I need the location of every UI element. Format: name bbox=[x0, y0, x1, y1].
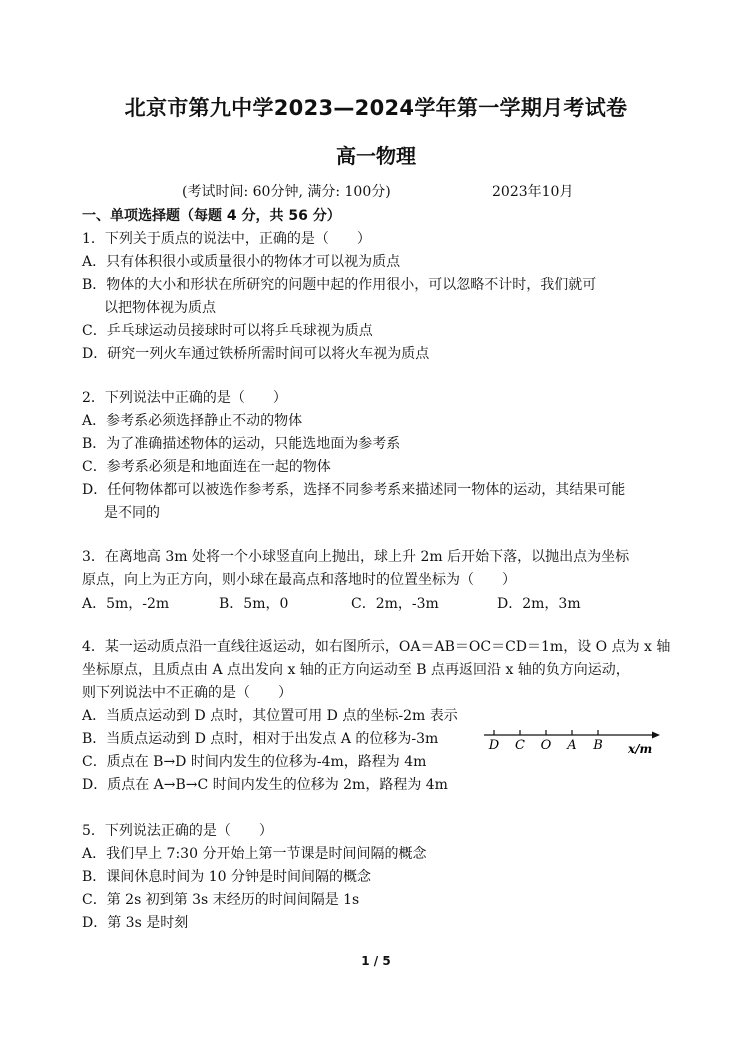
q3-stem-cont: 原点，向上为正方向，则小球在最高点和落地时的位置坐标为（ ） bbox=[82, 572, 516, 588]
axis-point-label-d: D bbox=[488, 738, 500, 753]
q2-option-c: C．参考系必须是和地面连在一起的物体 bbox=[82, 459, 331, 475]
section-heading: 一、单项选择题（每题 4 分，共 56 分） bbox=[82, 208, 341, 224]
q1-option-d: D．研究一列火车通过铁桥所需时间可以将火车视为质点 bbox=[82, 346, 430, 362]
q3-option-c: C．2m，-3m bbox=[351, 596, 439, 612]
q2-option-d: D．任何物体都可以被选作参考系，选择不同参考系来描述同一物体的运动，其结果可能 bbox=[82, 482, 626, 498]
q4-option-d: D．质点在 A→B→C 时间内发生的位移为 2m，路程为 4m bbox=[82, 777, 448, 793]
page-number: 1 / 5 bbox=[361, 954, 391, 968]
q1-option-b-cont: 以把物体视为质点 bbox=[104, 300, 216, 316]
q4-option-a: A．当质点运动到 D 点时，其位置可用 D 点的坐标-2m 表示 bbox=[82, 708, 458, 724]
q5-option-b: B．课间休息时间为 10 分钟是时间间隔的概念 bbox=[82, 869, 372, 885]
q4-option-c: C．质点在 B→D 时间内发生的位移为-4m，路程为 4m bbox=[82, 754, 427, 770]
exam-subject: 高一物理 bbox=[336, 144, 416, 168]
number-line-figure bbox=[480, 728, 660, 756]
q3-stem: 3．在离地高 3m 处将一个小球竖直向上抛出，球上升 2m 后开始下落，以抛出点为坐标 bbox=[82, 549, 630, 565]
number-line-svg bbox=[480, 728, 660, 756]
q3-option-b: B．5m，0 bbox=[219, 596, 289, 612]
q4-stem: 4．某一运动质点沿一直线往返运动，如右图所示，OA＝AB＝OC＝CD＝1m，设 O 点为 x 轴 bbox=[82, 639, 671, 655]
q2-option-b: B．为了准确描述物体的运动，只能选地面为参考系 bbox=[82, 436, 401, 452]
q4-stem-cont1: 坐标原点，且质点由 A 点出发向 x 轴的正方向运动至 B 点再返回沿 x 轴的负方向运动， bbox=[82, 662, 630, 678]
axis-arrow bbox=[652, 732, 660, 739]
axis-point-label-o: O bbox=[540, 738, 552, 753]
q3-option-a: A．5m，-2m bbox=[82, 596, 170, 612]
exam-date: 2023年10月 bbox=[492, 184, 574, 200]
axis-unit-label: x/m bbox=[628, 742, 653, 756]
q2-option-d-cont: 是不同的 bbox=[104, 505, 160, 521]
exam-time-score: (考试时间: 60分钟, 满分: 100分) bbox=[182, 184, 391, 200]
q1-option-b: B．物体的大小和形状在所研究的问题中起的作用很小，可以忽略不计时，我们就可 bbox=[82, 277, 597, 293]
q3-option-d: D．2m，3m bbox=[497, 596, 581, 612]
q4-option-b: B．当质点运动到 D 点时，相对于出发点 A 的位移为-3m bbox=[82, 731, 439, 747]
q5-option-a: A．我们早上 7:30 分开始上第一节课是时间间隔的概念 bbox=[82, 846, 427, 862]
q5-option-c: C．第 2s 初到第 3s 末经历的时间间隔是 1s bbox=[82, 892, 360, 908]
q2-stem: 2．下列说法中正确的是（ ） bbox=[82, 390, 287, 406]
q1-option-c: C．乒乓球运动员接球时可以将乒乓球视为质点 bbox=[82, 323, 373, 339]
axis-point-label-a: A bbox=[567, 738, 577, 753]
q5-option-d: D．第 3s 是时刻 bbox=[82, 915, 189, 931]
axis-ticks bbox=[494, 730, 598, 735]
exam-title: 北京市第九中学2023—2024学年第一学期月考试卷 bbox=[124, 96, 628, 120]
axis-point-label-c: C bbox=[515, 738, 525, 753]
q4-stem-cont2: 则下列说法中不正确的是（ ） bbox=[82, 685, 292, 701]
q2-option-a: A．参考系必须选择静止不动的物体 bbox=[82, 413, 303, 429]
q1-option-a: A．只有体积很小或质量很小的物体才可以视为质点 bbox=[82, 254, 401, 270]
axis-point-label-b: B bbox=[593, 738, 603, 753]
axis-point-labels bbox=[488, 738, 603, 753]
q1-stem: 1．下列关于质点的说法中，正确的是（ ） bbox=[82, 231, 371, 247]
q5-stem: 5．下列说法正确的是（ ） bbox=[82, 823, 273, 839]
